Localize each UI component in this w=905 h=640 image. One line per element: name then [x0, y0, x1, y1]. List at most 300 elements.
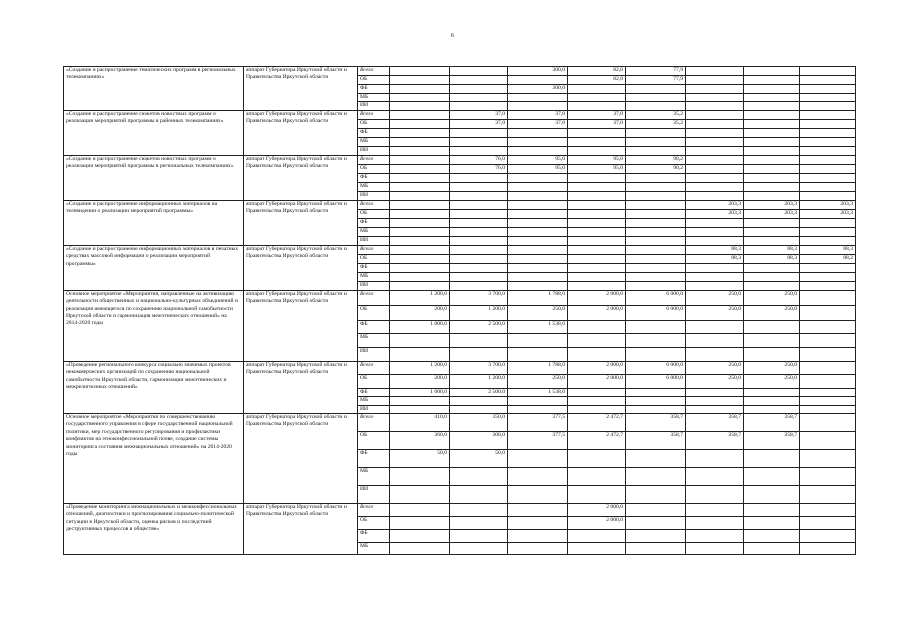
amount-cell — [568, 486, 626, 504]
amount-cell — [508, 128, 568, 137]
amount-cell — [390, 119, 450, 128]
amount-cell — [800, 281, 856, 290]
amount-cell — [800, 468, 856, 486]
funding-source: Всего — [358, 155, 390, 164]
amount-cell: 410,0 — [390, 414, 450, 432]
amount-cell — [686, 67, 744, 76]
amount-cell — [744, 110, 800, 119]
amount-cell — [508, 272, 568, 281]
amount-cell — [626, 94, 686, 102]
amount-cell — [390, 254, 450, 263]
amount-cell — [686, 85, 744, 94]
amount-cell: 37,0 — [568, 119, 626, 128]
amount-cell — [744, 85, 800, 94]
amount-cell — [800, 530, 856, 543]
amount-cell — [568, 94, 626, 102]
amount-cell — [744, 397, 800, 405]
amount-cell — [390, 102, 450, 110]
amount-cell: 200,0 — [390, 374, 450, 388]
amount-cell — [626, 182, 686, 191]
amount-cell — [390, 137, 450, 146]
amount-cell — [450, 94, 508, 102]
amount-cell — [450, 254, 508, 263]
amount-cell — [390, 85, 450, 94]
amount-cell — [686, 272, 744, 281]
amount-cell — [686, 146, 744, 155]
amount-cell: 377,5 — [508, 414, 568, 432]
amount-cell: 37,0 — [508, 110, 568, 119]
amount-cell — [568, 272, 626, 281]
funding-source: ИИ — [358, 405, 390, 413]
amount-cell — [800, 67, 856, 76]
amount-cell — [800, 517, 856, 530]
amount-cell — [568, 137, 626, 146]
amount-cell — [744, 146, 800, 155]
funding-source: МБ — [358, 397, 390, 405]
amount-cell — [800, 486, 856, 504]
amount-cell — [686, 182, 744, 191]
funding-source: МБ — [358, 227, 390, 236]
amount-cell — [390, 209, 450, 218]
amount-cell: 300,0 — [450, 432, 508, 450]
funding-source: ОБ — [358, 374, 390, 388]
funding-source: Всего — [358, 245, 390, 254]
table-row — [64, 67, 856, 76]
amount-cell — [800, 155, 856, 164]
amount-cell — [686, 110, 744, 119]
executor-cell: аппарат Губернатора Иркутской области и Правительства Иркутской области — [244, 110, 358, 155]
amount-cell — [800, 263, 856, 272]
amount-cell: 95,0 — [568, 155, 626, 164]
funding-source: МБ — [358, 272, 390, 281]
amount-cell — [450, 137, 508, 146]
amount-cell — [508, 281, 568, 290]
amount-cell — [508, 76, 568, 85]
amount-cell — [450, 67, 508, 76]
amount-cell: 37,0 — [508, 119, 568, 128]
measure-name: «Создание и распространение информационных материалов на телевидении о реализации мероприятий программы» — [64, 200, 244, 245]
amount-cell — [626, 272, 686, 281]
amount-cell — [800, 504, 856, 517]
executor-cell: аппарат Губернатора Иркутской области и Правительства Иркутской области — [244, 361, 358, 413]
amount-cell — [568, 102, 626, 110]
amount-cell — [744, 468, 800, 486]
amount-cell — [390, 405, 450, 413]
amount-cell — [744, 191, 800, 200]
amount-cell — [390, 227, 450, 236]
amount-cell — [686, 119, 744, 128]
amount-cell — [390, 110, 450, 119]
amount-cell — [744, 155, 800, 164]
amount-cell: 250,0 — [508, 305, 568, 320]
amount-cell — [626, 200, 686, 209]
amount-cell — [390, 236, 450, 245]
amount-cell — [568, 333, 626, 347]
amount-cell — [568, 281, 626, 290]
amount-cell — [508, 245, 568, 254]
amount-cell: 203,3 — [744, 200, 800, 209]
amount-cell: 250,0 — [508, 374, 568, 388]
amount-cell: 35,2 — [626, 110, 686, 119]
amount-cell: 82,0 — [568, 76, 626, 85]
table-row — [64, 361, 856, 374]
amount-cell: 3 700,0 — [450, 290, 508, 305]
amount-cell: 76,0 — [450, 164, 508, 173]
amount-cell — [626, 245, 686, 254]
amount-cell — [508, 137, 568, 146]
amount-cell: 50,0 — [450, 450, 508, 468]
amount-cell — [568, 200, 626, 209]
amount-cell — [508, 347, 568, 361]
amount-cell — [390, 146, 450, 155]
amount-cell: 250,0 — [686, 374, 744, 388]
funding-source: ФБ — [358, 530, 390, 543]
table-row — [64, 245, 856, 254]
amount-cell — [508, 517, 568, 530]
amount-cell — [568, 254, 626, 263]
funding-source: ФБ — [358, 128, 390, 137]
amount-cell — [508, 405, 568, 413]
amount-cell — [686, 263, 744, 272]
amount-cell: 37,0 — [450, 110, 508, 119]
amount-cell — [744, 76, 800, 85]
amount-cell — [568, 182, 626, 191]
amount-cell — [686, 543, 744, 555]
funding-source: ОБ — [358, 76, 390, 85]
amount-cell — [390, 182, 450, 191]
amount-cell — [686, 504, 744, 517]
amount-cell — [800, 432, 856, 450]
amount-cell — [626, 333, 686, 347]
amount-cell — [800, 94, 856, 102]
funding-source: ФБ — [358, 450, 390, 468]
funding-source: ОБ — [358, 254, 390, 263]
amount-cell — [800, 272, 856, 281]
funding-source: ФБ — [358, 320, 390, 333]
amount-cell: 6 000,0 — [626, 290, 686, 305]
table-row — [64, 200, 856, 209]
amount-cell — [800, 333, 856, 347]
amount-cell — [626, 128, 686, 137]
amount-cell — [390, 191, 450, 200]
funding-source: ИИ — [358, 102, 390, 110]
page-number: 6 — [451, 33, 454, 39]
amount-cell: 90,2 — [626, 164, 686, 173]
amount-cell — [800, 236, 856, 245]
amount-cell — [568, 450, 626, 468]
amount-cell — [568, 388, 626, 396]
amount-cell — [450, 191, 508, 200]
funding-source: МБ — [358, 468, 390, 486]
amount-cell: 88,2 — [800, 254, 856, 263]
amount-cell — [686, 155, 744, 164]
funding-source: Всего — [358, 504, 390, 517]
amount-cell — [800, 173, 856, 182]
amount-cell — [744, 347, 800, 361]
amount-cell — [390, 164, 450, 173]
amount-cell: 88,3 — [800, 245, 856, 254]
amount-cell — [626, 517, 686, 530]
amount-cell: 82,0 — [568, 67, 626, 76]
amount-cell — [508, 227, 568, 236]
measure-name: «Проведение регионального конкурса социально значимых проектов некоммерческих организаций по сохранению национальной самобытности Иркутской области, гармонизации межэтнических и межрелигиозных отношений» — [64, 361, 244, 413]
funding-source: ОБ — [358, 432, 390, 450]
amount-cell — [800, 347, 856, 361]
amount-cell — [744, 333, 800, 347]
amount-cell — [744, 137, 800, 146]
amount-cell — [450, 272, 508, 281]
funding-source: ОБ — [358, 164, 390, 173]
amount-cell — [450, 530, 508, 543]
amount-cell — [390, 94, 450, 102]
funding-source: ОБ — [358, 517, 390, 530]
amount-cell — [800, 414, 856, 432]
amount-cell — [800, 405, 856, 413]
amount-cell — [508, 94, 568, 102]
amount-cell — [686, 388, 744, 396]
amount-cell — [686, 450, 744, 468]
amount-cell — [800, 305, 856, 320]
executor-cell: аппарат Губернатора Иркутской области и Правительства Иркутской области — [244, 290, 358, 361]
amount-cell — [744, 94, 800, 102]
amount-cell — [800, 227, 856, 236]
amount-cell: 203,3 — [686, 200, 744, 209]
amount-cell: 1 788,0 — [508, 361, 568, 374]
amount-cell: 2 000,0 — [568, 361, 626, 374]
amount-cell — [508, 209, 568, 218]
amount-cell: 2 000,0 — [568, 290, 626, 305]
funding-source: Всего — [358, 414, 390, 432]
funding-source: ИИ — [358, 281, 390, 290]
amount-cell — [450, 128, 508, 137]
amount-cell — [626, 263, 686, 272]
amount-cell: 2 000,0 — [568, 374, 626, 388]
amount-cell — [568, 530, 626, 543]
amount-cell — [390, 543, 450, 555]
amount-cell — [800, 137, 856, 146]
amount-cell — [686, 191, 744, 200]
amount-cell — [626, 468, 686, 486]
amount-cell — [450, 76, 508, 85]
amount-cell — [568, 405, 626, 413]
amount-cell — [744, 320, 800, 333]
amount-cell — [626, 137, 686, 146]
amount-cell — [744, 263, 800, 272]
amount-cell: 77,9 — [626, 67, 686, 76]
amount-cell — [450, 209, 508, 218]
amount-cell: 1 200,0 — [390, 361, 450, 374]
amount-cell: 95,0 — [508, 155, 568, 164]
amount-cell — [508, 397, 568, 405]
funding-source: ОБ — [358, 305, 390, 320]
amount-cell: 6 000,0 — [626, 305, 686, 320]
amount-cell — [450, 468, 508, 486]
funding-source: ОБ — [358, 209, 390, 218]
amount-cell — [626, 320, 686, 333]
amount-cell — [390, 347, 450, 361]
amount-cell — [800, 164, 856, 173]
measure-name: Основное мероприятие «Мероприятия по совершенствованию государственного управления в сфере государственной национальной политики, мер государственного регулирования и профилактики конфликтов на этноконфессиональной почве, создание системы мониторинга состояния межнациональных отношений» на 2014-2020 годы — [64, 414, 244, 504]
amount-cell — [450, 218, 508, 227]
amount-cell — [626, 227, 686, 236]
amount-cell — [626, 173, 686, 182]
amount-cell: 1 200,0 — [390, 290, 450, 305]
amount-cell — [508, 450, 568, 468]
amount-cell — [450, 182, 508, 191]
amount-cell — [450, 517, 508, 530]
amount-cell — [450, 102, 508, 110]
amount-cell — [800, 85, 856, 94]
amount-cell — [568, 245, 626, 254]
amount-cell — [450, 543, 508, 555]
amount-cell — [744, 67, 800, 76]
amount-cell — [390, 128, 450, 137]
amount-cell — [508, 200, 568, 209]
amount-cell — [390, 486, 450, 504]
amount-cell — [744, 173, 800, 182]
amount-cell: 250,0 — [686, 305, 744, 320]
amount-cell — [744, 272, 800, 281]
amount-cell: 95,0 — [568, 164, 626, 173]
amount-cell: 77,9 — [626, 76, 686, 85]
amount-cell — [744, 227, 800, 236]
amount-cell — [626, 281, 686, 290]
amount-cell — [744, 543, 800, 555]
amount-cell — [800, 146, 856, 155]
amount-cell — [744, 119, 800, 128]
amount-cell — [568, 543, 626, 555]
amount-cell: 250,0 — [744, 290, 800, 305]
amount-cell — [744, 450, 800, 468]
amount-cell — [390, 76, 450, 85]
funding-source: ИИ — [358, 191, 390, 200]
amount-cell — [744, 236, 800, 245]
amount-cell: 250,0 — [686, 361, 744, 374]
amount-cell: 377,5 — [508, 432, 568, 450]
amount-cell — [390, 173, 450, 182]
amount-cell: 1 000,0 — [390, 388, 450, 396]
amount-cell — [450, 200, 508, 209]
measure-name: «Создание и распространение сюжетов новостных программ о реализации мероприятий программы в региональных телекомпаниях» — [64, 155, 244, 200]
amount-cell — [568, 347, 626, 361]
amount-cell — [390, 218, 450, 227]
amount-cell — [450, 281, 508, 290]
table-row — [64, 414, 856, 432]
funding-source: Всего — [358, 110, 390, 119]
amount-cell: 2 000,0 — [568, 517, 626, 530]
amount-cell: 6 000,0 — [626, 361, 686, 374]
funding-source: Всего — [358, 67, 390, 76]
amount-cell — [508, 530, 568, 543]
amount-cell — [568, 236, 626, 245]
amount-cell — [800, 450, 856, 468]
measure-name: Основное мероприятие «Мероприятия, направленные на активизацию деятельности общественных и национально-культурных объединений и реализация имеющегося по сохранению национальной самобытности Иркутской области и гармонизация межэтнических отношений» на 2014-2020 годы — [64, 290, 244, 361]
amount-cell — [686, 137, 744, 146]
amount-cell — [450, 333, 508, 347]
amount-cell — [626, 397, 686, 405]
funding-source: МБ — [358, 543, 390, 555]
amount-cell: 37,0 — [568, 110, 626, 119]
table-row — [64, 504, 856, 517]
amount-cell — [568, 173, 626, 182]
amount-cell — [508, 543, 568, 555]
funding-source: ИИ — [358, 486, 390, 504]
amount-cell — [744, 388, 800, 396]
budget-table — [63, 66, 856, 555]
amount-cell — [626, 146, 686, 155]
amount-cell — [800, 397, 856, 405]
amount-cell — [686, 173, 744, 182]
amount-cell — [686, 517, 744, 530]
amount-cell — [686, 530, 744, 543]
amount-cell — [686, 76, 744, 85]
executor-cell: аппарат Губернатора Иркутской области и Правительства Иркутской области — [244, 67, 358, 111]
funding-source: ФБ — [358, 218, 390, 227]
amount-cell — [744, 281, 800, 290]
amount-cell — [450, 227, 508, 236]
amount-cell — [626, 209, 686, 218]
executor-cell: аппарат Губернатора Иркутской области и Правительства Иркутской области — [244, 155, 358, 200]
amount-cell — [686, 486, 744, 504]
funding-source: Всего — [358, 361, 390, 374]
amount-cell — [626, 236, 686, 245]
amount-cell — [744, 486, 800, 504]
measure-name: «Создание и распространение тематических программ в региональных телекомпаниях» — [64, 67, 244, 111]
amount-cell — [450, 236, 508, 245]
amount-cell — [686, 94, 744, 102]
amount-cell — [390, 263, 450, 272]
amount-cell — [508, 504, 568, 517]
amount-cell — [568, 85, 626, 94]
amount-cell — [686, 281, 744, 290]
amount-cell — [390, 504, 450, 517]
measure-name: «Создание и распространение сюжетов новостных программ о реализации мероприятий программы в районных телекомпаниях» — [64, 110, 244, 155]
measure-name: «Создание и распространение информационных материалов в печатных средствах массовой информации о реализации мероприятий программы» — [64, 245, 244, 290]
executor-cell: аппарат Губернатора Иркутской области и Правительства Иркутской области — [244, 245, 358, 290]
amount-cell — [800, 388, 856, 396]
executor-cell: аппарат Губернатора Иркутской области и Правительства Иркутской области — [244, 504, 358, 555]
funding-source: ФБ — [358, 173, 390, 182]
amount-cell — [744, 517, 800, 530]
amount-cell — [568, 191, 626, 200]
amount-cell — [800, 182, 856, 191]
amount-cell — [508, 468, 568, 486]
amount-cell — [508, 486, 568, 504]
amount-cell: 358,7 — [626, 432, 686, 450]
amount-cell — [626, 530, 686, 543]
funding-source: ИИ — [358, 236, 390, 245]
amount-cell — [508, 218, 568, 227]
amount-cell: 2 500,0 — [450, 320, 508, 333]
amount-cell: 358,7 — [686, 414, 744, 432]
amount-cell: 90,2 — [626, 155, 686, 164]
amount-cell — [800, 102, 856, 110]
amount-cell — [508, 236, 568, 245]
amount-cell — [508, 102, 568, 110]
amount-cell — [686, 320, 744, 333]
amount-cell — [800, 191, 856, 200]
amount-cell — [626, 191, 686, 200]
amount-cell: 203,3 — [744, 209, 800, 218]
amount-cell: 350,0 — [450, 414, 508, 432]
amount-cell — [508, 191, 568, 200]
amount-cell — [508, 263, 568, 272]
amount-cell: 2 472,7 — [568, 432, 626, 450]
amount-cell — [390, 530, 450, 543]
executor-cell: аппарат Губернатора Иркутской области и Правительства Иркутской области — [244, 200, 358, 245]
amount-cell: 1 200,0 — [450, 305, 508, 320]
amount-cell: 88,3 — [686, 245, 744, 254]
